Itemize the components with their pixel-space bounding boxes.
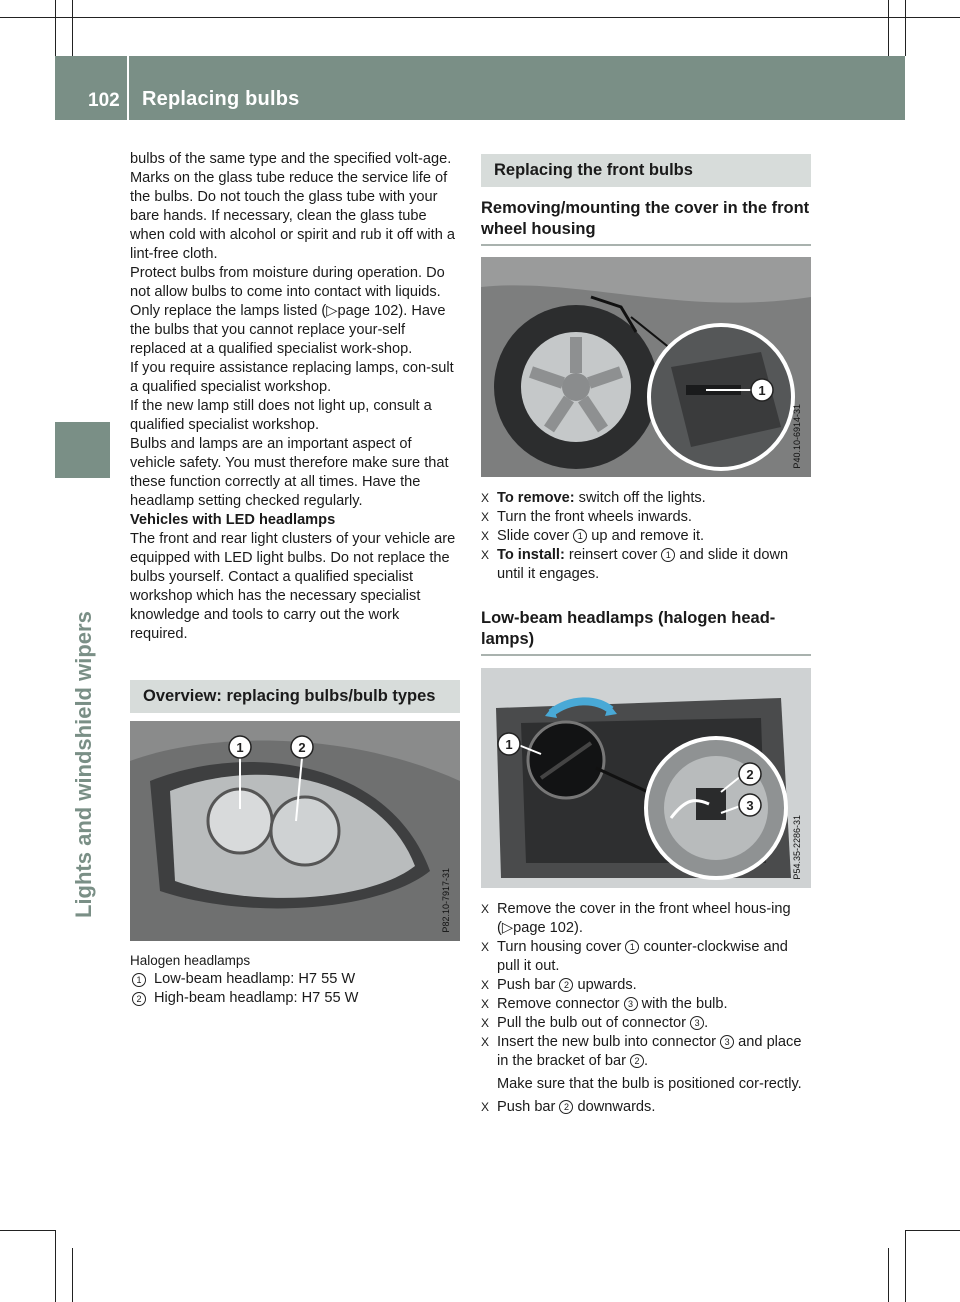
image-code: P82.10-7917-31 (441, 868, 451, 933)
page-ref-icon: ▷ (501, 920, 514, 936)
crop-mark (905, 1230, 906, 1302)
svg-text:3: 3 (746, 798, 754, 813)
overview-heading: Overview: replacing bulbs/bulb types (130, 680, 460, 713)
paragraph: Protect bulbs from moisture during operation. Do not allow bulbs to come into contact with liquids. (130, 265, 445, 300)
image-caption: Halogen headlamps (130, 953, 251, 968)
step-arrow-icon: X (481, 1035, 490, 1049)
crop-mark (55, 0, 56, 56)
paragraph: If you require assistance replacing lamps, con-sult a qualified specialist workshop. (130, 360, 454, 395)
header-separator (127, 56, 129, 120)
instruction-step: X Slide cover 1 up and remove it. (481, 528, 705, 544)
crop-mark (888, 1248, 889, 1302)
headlamp-housing-image (481, 668, 811, 888)
paragraph: Marks on the glass tube reduce the service life of the bulbs. Do not touch the glass tube with your bare hands. If necessary, clean the glass tube when cold with alcohol or spirit and rub it off with a lint-free cloth. (130, 170, 456, 262)
legend-item: 1 Low-beam headlamp: H7 55 W (130, 970, 460, 989)
callout-number: 1 (661, 548, 675, 562)
step-arrow-icon: X (481, 902, 490, 916)
svg-text:1: 1 (758, 383, 766, 398)
step-arrow-icon: X (481, 997, 490, 1011)
callout-number: 1 (132, 973, 146, 987)
cover-steps (481, 489, 811, 584)
image-code: P54.35-2286-31 (792, 815, 802, 880)
callout-number: 3 (624, 997, 638, 1011)
cover-heading: Removing/mounting the cover in the front wheel housing (481, 198, 811, 246)
page-ref-link[interactable]: page 102). Have the bulbs that you cannot replace your-self replaced at a qualified specialist work-shop. (130, 303, 446, 357)
step-arrow-icon: X (481, 510, 490, 524)
crop-mark (0, 1230, 55, 1231)
wheel-housing-illustration (481, 257, 811, 477)
headlamp-housing-illustration (481, 668, 811, 888)
paragraph: Bulbs and lamps are an important aspect of vehicle safety. You must therefore make sure that these function correctly at all times. Have the headlamp setting checked regularly. (130, 436, 449, 509)
crop-mark (72, 0, 73, 56)
paragraph: bulbs of the same type and the specified volt-age. (130, 151, 452, 167)
step-arrow-icon: X (481, 491, 490, 505)
instruction-step: X Remove the cover in the front wheel hous-ing (▷page 102). (481, 901, 791, 936)
instruction-step: X Turn housing cover 1 counter-clockwise and pull it out. (481, 939, 788, 974)
legend-item: 2 High-beam headlamp: H7 55 W (130, 989, 460, 1008)
instruction-step: X Turn the front wheels inwards. (481, 509, 692, 525)
crop-mark (0, 17, 960, 18)
step-note: Make sure that the bulb is positioned cor-rectly. (497, 1076, 802, 1092)
instruction-step: X To install: reinsert cover 1 and slide it down until it engages. (481, 547, 789, 582)
instruction-step: X Push bar 2 downwards. (481, 1099, 656, 1115)
step-arrow-icon: X (481, 1016, 490, 1030)
instruction-step: X Insert the new bulb into connector 3 and place in the bracket of bar 2 . (481, 1034, 802, 1069)
wheel-housing-image (481, 257, 811, 477)
paragraph: Only replace the lamps listed (▷page 102). Have the bulbs that you cannot replace your-self replaced at a qualified specialist work-shop. (130, 303, 446, 357)
page-ref-link[interactable]: page 102). (513, 920, 583, 936)
instruction-step: X Pull the bulb out of connector 3 . (481, 1015, 709, 1031)
page-title: Replacing bulbs (142, 88, 300, 110)
crop-mark (888, 0, 889, 56)
headlamp-image (130, 721, 460, 941)
callout-number: 2 (630, 1054, 644, 1068)
step-arrow-icon: X (481, 940, 490, 954)
svg-text:1: 1 (505, 737, 513, 752)
left-column (130, 150, 460, 1008)
crop-mark (72, 1248, 73, 1302)
lowbeam-steps (481, 900, 811, 1117)
callout-number: 3 (690, 1016, 704, 1030)
step-arrow-icon: X (481, 978, 490, 992)
page-ref-icon: ▷ (326, 303, 338, 319)
paragraph: The front and rear light clusters of your vehicle are equipped with LED light bulbs. Do not replace the bulbs yourself. Contact a qualified specialist workshop which has the necessary specialist knowledge and tools to carry out the work required. (130, 531, 456, 642)
image-code: P40.10-6914-31 (792, 404, 802, 469)
callout-number: 1 (625, 940, 639, 954)
right-column (481, 154, 811, 1117)
step-arrow-icon: X (481, 529, 490, 543)
lowbeam-heading: Low-beam headlamps (halogen head-lamps) (481, 608, 811, 656)
page-number: 102 (88, 90, 120, 111)
paragraph: If the new lamp still does not light up, consult a qualified specialist workshop. (130, 398, 432, 433)
svg-text:2: 2 (298, 740, 306, 755)
svg-text:1: 1 (236, 740, 244, 755)
front-bulbs-heading: Replacing the front bulbs (481, 154, 811, 187)
crop-mark (905, 0, 906, 56)
crop-mark (905, 1230, 960, 1231)
callout-number: 2 (132, 992, 146, 1006)
side-tab-block (55, 422, 110, 478)
crop-mark (55, 1230, 56, 1302)
svg-text:2: 2 (746, 767, 754, 782)
callout-number: 3 (720, 1035, 734, 1049)
callout-number: 1 (573, 529, 587, 543)
instruction-step: X Remove connector 3 with the bulb. (481, 996, 728, 1012)
headlamp-illustration (130, 721, 460, 941)
chapter-label: Lights and windshield wipers (71, 611, 96, 918)
instruction-step: X Push bar 2 upwards. (481, 977, 637, 993)
step-arrow-icon: X (481, 1100, 490, 1114)
instruction-step: X To remove: switch off the lights. (481, 490, 706, 506)
callout-number: 2 (559, 978, 573, 992)
step-arrow-icon: X (481, 548, 490, 562)
led-heading: Vehicles with LED headlamps (130, 512, 336, 528)
callout-number: 2 (559, 1100, 573, 1114)
